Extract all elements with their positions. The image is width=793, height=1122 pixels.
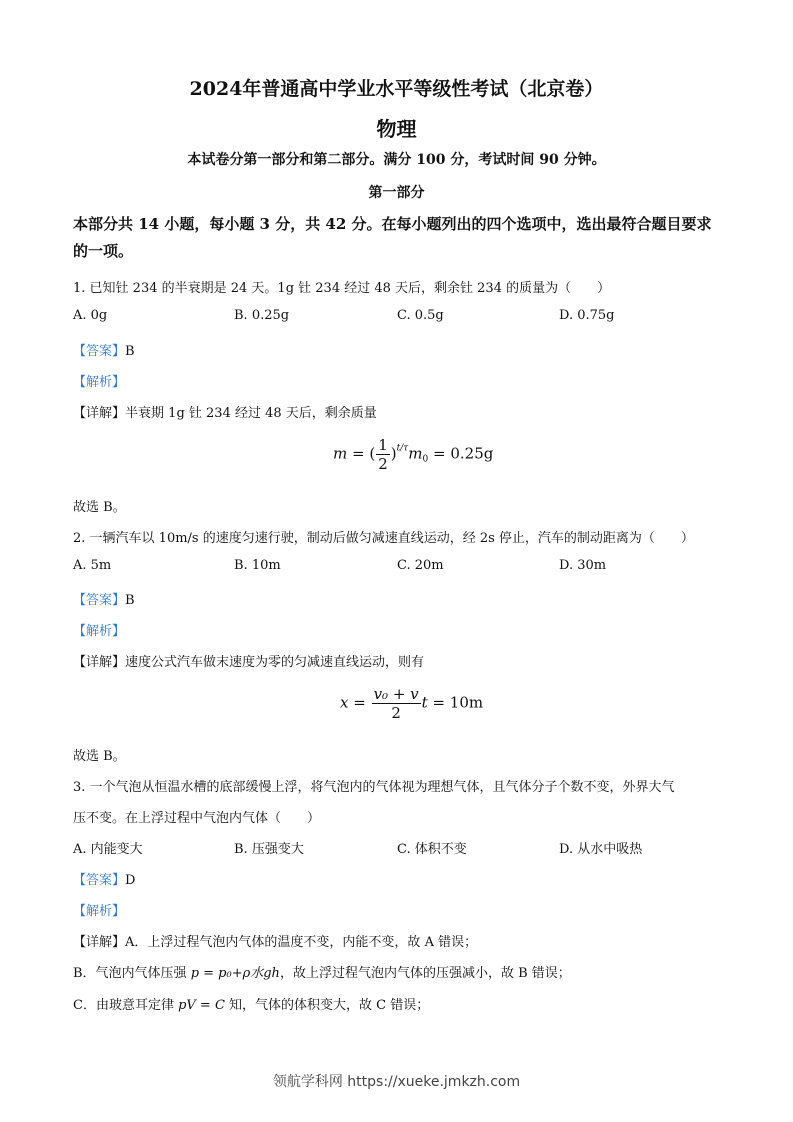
question-3-stem-line-1: 3. 一个气泡从恒温水槽的底部缓慢上浮，将气泡内的气体视为理想气体，且气体分子个数不变，外界大气 (73, 780, 675, 795)
question-3-option-a: A. 内能变大 (73, 842, 143, 857)
question-1-formula: m = ( $\frac{1}{2}$ )$^{t/\tau}m_0 = 0.25g$ (333, 436, 494, 473)
question-3-detail: 【详解】A．上浮过程气泡内气体的温度不变，内能不变，故 A 错误； (73, 935, 478, 950)
question-3-stem-line-2: 压不变。在上浮过程中气泡内气体（ ） (73, 811, 321, 826)
question-2-detail: 【详解】速度公式汽车做末速度为零的匀减速直线运动，则有 (73, 655, 425, 670)
question-1-option-b: B. 0.25g (234, 308, 290, 323)
question-3-option-d: D. 从水中吸热 (559, 842, 643, 857)
question-2-option-d: D. 30m (559, 558, 607, 573)
question-3-answer: 【答案】D (73, 873, 136, 888)
question-1-detail: 【详解】半衰期 1g 钍 234 经过 48 天后，剩余质量 (73, 406, 377, 421)
answer-value: B (125, 344, 135, 359)
question-2-conclusion: 故选 B。 (73, 749, 126, 764)
answer-value: B (125, 593, 135, 608)
question-1-analysis: 【解析】 (73, 375, 126, 390)
part-heading: 第一部分 (368, 185, 425, 201)
question-3-analysis: 【解析】 (73, 904, 126, 919)
question-3-option-c: C. 体积不变 (397, 842, 467, 857)
answer-label-close: 】 (112, 344, 126, 359)
exam-intro: 本试卷分第一部分和第二部分。满分 100 分，考试时间 90 分钟。 (187, 152, 606, 168)
analysis-label: 解析 (86, 375, 113, 390)
detail-label: 详解 (86, 406, 113, 421)
question-3-detail-b: B．气泡内气体压强 p = p₀+ρ水gh，故上浮过程气泡内气体的压强减小，故 B 错误； (73, 966, 571, 981)
exam-title: 2024年普通高中学业水平等级性考试（北京卷） (189, 78, 604, 100)
question-3-option-b: B. 压强变大 (234, 842, 304, 857)
question-1-stem: 1. 已知钍 234 的半衰期是 24 天。1g 钍 234 经过 48 天后，剩余钍 234 的质量为（ ） (73, 281, 611, 296)
answer-value: D (125, 873, 136, 888)
question-2-analysis: 【解析】 (73, 624, 126, 639)
question-2-option-c: C. 20m (397, 558, 444, 573)
question-1-option-a: A. 0g (73, 308, 108, 323)
detail-text: 速度公式汽车做末速度为零的匀减速直线运动，则有 (125, 655, 425, 670)
question-1-answer (73, 340, 135, 359)
footer-source: 领航学科网 https://xueke.jmkzh.com (272, 1074, 521, 1090)
section-instructions: 本部分共 14 小题，每小题 3 分，共 42 分。在每小题列出的四个选项中，选出最符合题目要求的一项。 (73, 215, 712, 260)
question-1-conclusion: 故选 B。 (73, 500, 126, 515)
fraction: $\frac{1}{2}$ (378, 436, 388, 473)
question-2-option-a: A. 5m (73, 558, 112, 573)
answer-label-open: 【 (73, 344, 87, 359)
question-3-detail-c: C．由玻意耳定律 pV = C 知，气体的体积变大，故 C 错误； (73, 998, 430, 1013)
question-2-answer: 【答案】B (73, 593, 135, 608)
question-2-option-b: B. 10m (234, 558, 281, 573)
question-2-stem: 2. 一辆汽车以 10m/s 的速度匀速行驶，制动后做匀减速直线运动，经 2s 停止，汽车的制动距离为（ ） (73, 531, 694, 546)
detail-text: A．上浮过程气泡内气体的温度不变，内能不变，故 A 错误； (125, 935, 478, 950)
pressure-formula: p = p₀+ρ水gh (190, 966, 280, 981)
boyle-formula: pV = C (178, 998, 225, 1013)
subject-title: 物理 (376, 117, 417, 141)
fraction: $\frac{\text{v₀ + v}}{2}$ (373, 685, 419, 722)
question-1-option-d: D. 0.75g (559, 308, 615, 323)
answer-label: 答案 (86, 344, 113, 359)
question-1-option-c: C. 0.5g (397, 308, 444, 323)
question-2-formula: x = $\frac{\text{v₀ + v}}{2}$ t = 10m (340, 685, 484, 722)
detail-text: 半衰期 1g 钍 234 经过 48 天后，剩余质量 (125, 406, 377, 421)
